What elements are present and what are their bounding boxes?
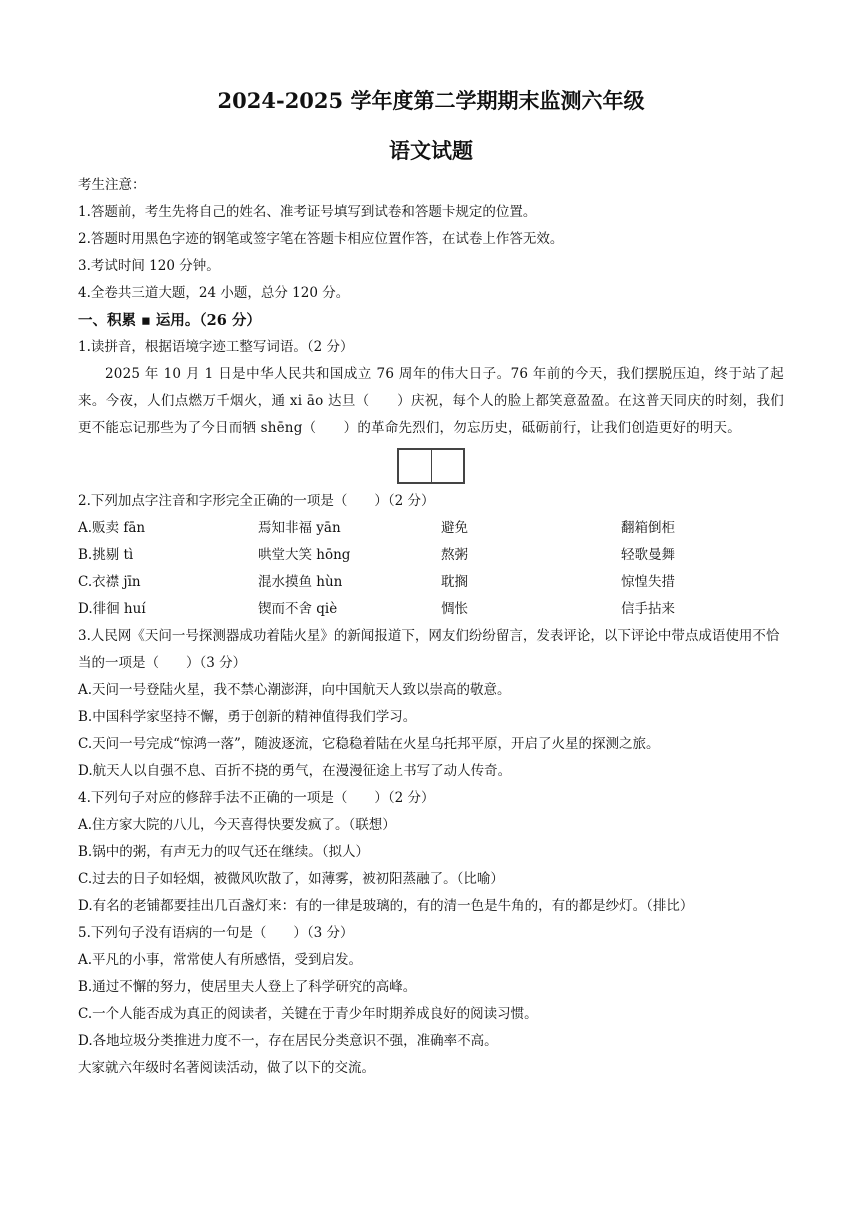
q1-stem: 1.读拼音，根据语境字迹工整写词语。（2 分）: [78, 339, 354, 355]
section-1-title: 一、积累 ▪ 运用。（26 分）: [78, 312, 261, 329]
q3-option-b: B.中国科学家坚持不懈，勇于创新的精神值得我们学习。: [78, 709, 417, 725]
q2-c-cell: 耽搁: [441, 574, 468, 590]
q2-b-cell: 轻歌曼舞: [621, 547, 675, 563]
q2-stem: 2.下列加点字注音和字形完全正确的一项是（ ）（2 分）: [78, 493, 435, 509]
q2-d-cell: D.徘徊 huí: [78, 601, 146, 617]
q3-stem: 3.人民网《天问一号探测器成功着陆火星》的新闻报道下，网友们纷纷留言，发表评论，以下评论中带点成语使用不恰当的一项是（ ）（3 分）: [78, 628, 780, 671]
q2-a-cell: A.贩卖 fān: [78, 520, 146, 536]
notice-item-4: 4.全卷共三道大题，24 小题，总分 120 分。: [78, 285, 350, 301]
question-1: [78, 334, 784, 484]
notice-item-3: 3.考试时间 120 分钟。: [78, 258, 220, 274]
q2-b-cell: 哄堂大笑 hōng: [258, 547, 351, 563]
q5-option-b: B.通过不懈的努力，使居里夫人登上了科学研究的高峰。: [78, 979, 417, 995]
q1-passage: 2025 年 10 月 1 日是中华人民共和国成立 76 周年的伟大日子。76 年前的今天，我们摆脱压迫，终于站了起来。今夜，人们点燃万千烟火，通 xi āo 达旦（ ）庆祝，每个人的脸上都笑意盈盈。在这普天同庆的时刻，我们更不能忘记那些为了今日而牺 shēng（ ）的革命先烈们，勿忘历史，砥砺前行，让我们创造更好的明天。: [78, 366, 784, 436]
q5-option-d: D.各地垃圾分类推进力度不一，存在居民分类意识不强，准确率不高。: [78, 1033, 498, 1049]
q5-option-c: C.一个人能否成为真正的阅读者，关键在于青少年时期养成良好的阅读习惯。: [78, 1006, 538, 1022]
answer-grid: [78, 448, 784, 484]
q2-d-cell: 锲而不舍 qiè: [258, 601, 338, 617]
q2-b-cell: 熬粥: [441, 547, 468, 563]
writing-grid-box: [397, 448, 465, 484]
reading-activity-intro: 大家就六年级时名著阅读活动，做了以下的交流。: [78, 1060, 375, 1076]
q4-option-a: A.住方家大院的八儿，今天喜得快要发疯了。（联想）: [78, 817, 396, 833]
q3-option-a: A.天问一号登陆火星，我不禁心潮澎湃，向中国航天人致以崇高的敬意。: [78, 682, 511, 698]
q2-a-cell: 避免: [441, 520, 468, 536]
q2-option-a: [78, 515, 784, 542]
question-4: [78, 785, 784, 920]
q4-option-d: D.有名的老铺都要挂出几百盏灯来：有的一律是玻璃的，有的清一色是牛角的，有的都是纱灯。（排比）: [78, 898, 694, 914]
q2-b-cell: B.挑剔 tì: [78, 547, 134, 563]
q3-option-c: C.天问一号完成“惊鸿一落”，随波逐流，它稳稳着陆在火星乌托邦平原，开启了火星的探测之旅。: [78, 736, 660, 752]
q4-stem: 4.下列句子对应的修辞手法不正确的一项是（ ）（2 分）: [78, 790, 435, 806]
q5-option-a: A.平凡的小事，常常使人有所感悟，受到启发。: [78, 952, 363, 968]
q2-option-c: [78, 569, 784, 596]
q2-a-cell: 翻箱倒柜: [621, 520, 675, 536]
q4-option-c: C.过去的日子如轻烟，被微风吹散了，如薄雾，被初阳蒸融了。（比喻）: [78, 871, 504, 887]
question-2: [78, 488, 784, 623]
q2-option-d: [78, 596, 784, 623]
q2-option-b: [78, 542, 784, 569]
q5-stem: 5.下列句子没有语病的一句是（ ）（3 分）: [78, 925, 354, 941]
q2-d-cell: 信手拈来: [621, 601, 675, 617]
question-3: [78, 623, 784, 785]
q4-option-b: B.锅中的粥，有声无力的叹气还在继续。（拟人）: [78, 844, 369, 860]
q3-option-d: D.航天人以自强不息、百折不挠的勇气，在漫漫征途上书写了动人传奇。: [78, 763, 512, 779]
q2-c-cell: C.衣襟 jīn: [78, 574, 141, 590]
notice-block: [78, 172, 784, 307]
notice-item-1: 1.答题前，考生先将自己的姓名、准考证号填写到试卷和答题卡规定的位置。: [78, 204, 537, 220]
exam-page: [78, 86, 784, 1082]
notice-heading: 考生注意：: [78, 177, 146, 193]
q2-c-cell: 混水摸鱼 hùn: [258, 574, 343, 590]
question-5: [78, 920, 784, 1055]
exam-subtitle: 语文试题: [389, 138, 473, 163]
exam-title: 2024-2025 学年度第二学期期末监测六年级: [217, 88, 645, 113]
notice-item-2: 2.答题时用黑色字迹的钢笔或签字笔在答题卡相应位置作答，在试卷上作答无效。: [78, 231, 564, 247]
q2-c-cell: 惊惶失措: [621, 574, 675, 590]
q2-d-cell: 惆怅: [441, 601, 468, 617]
q2-a-cell: 焉知非福 yān: [258, 520, 341, 536]
